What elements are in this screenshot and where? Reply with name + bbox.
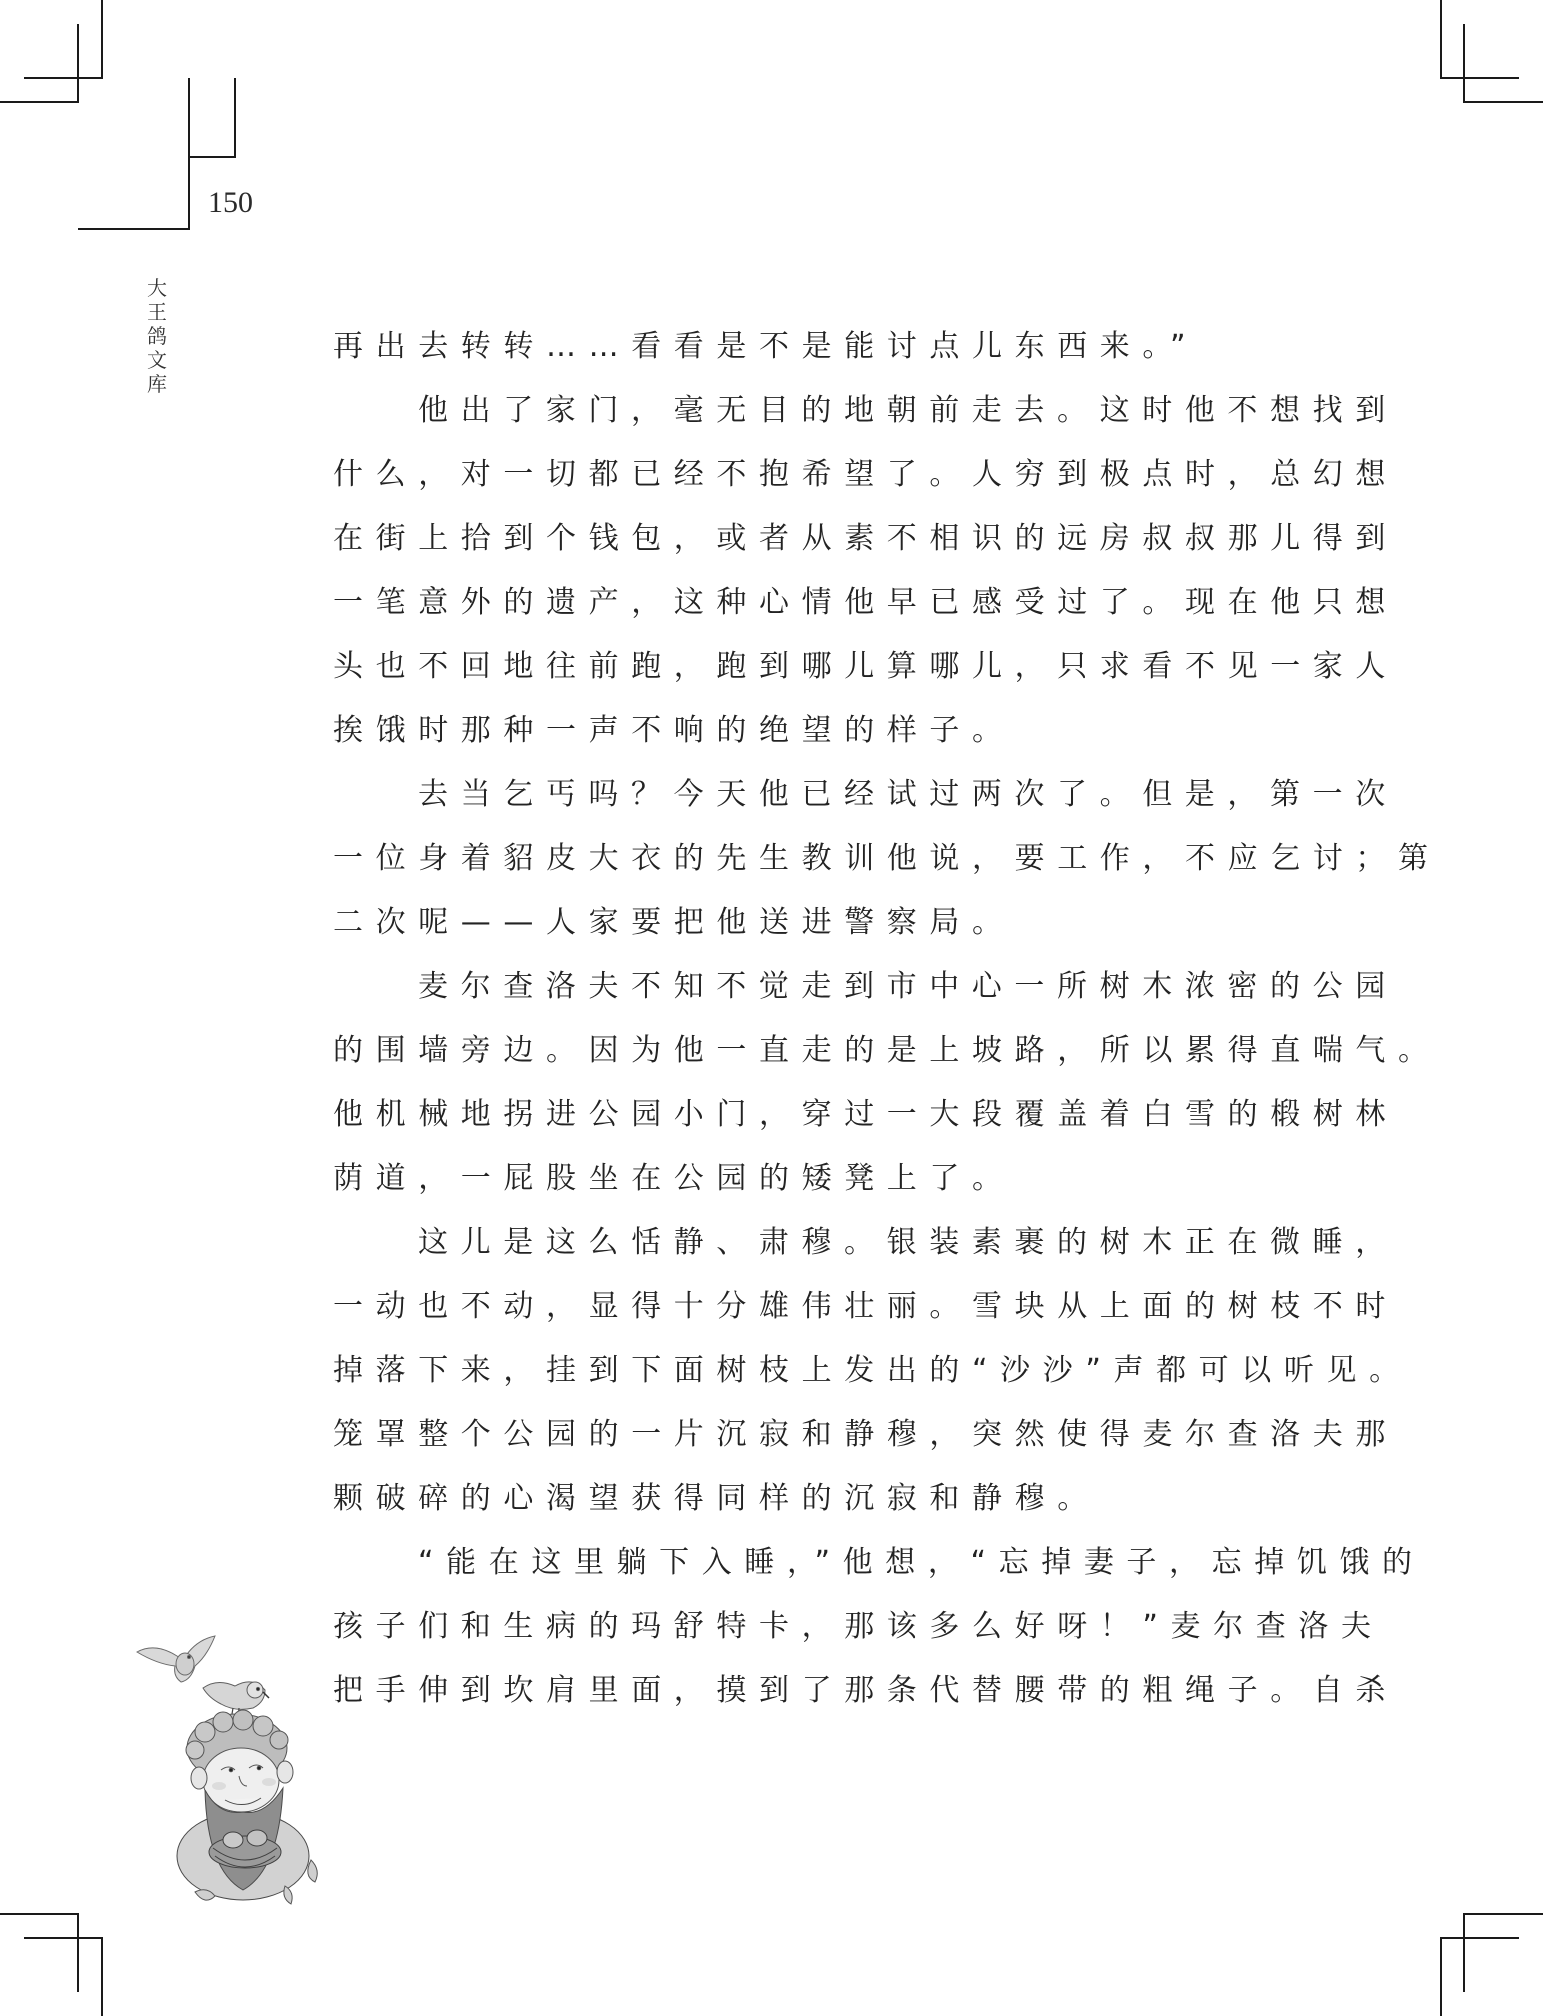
crop-mark-bottom-left — [24, 1937, 103, 1939]
series-title-char: 大 — [147, 276, 167, 300]
header-frame-line — [234, 78, 236, 158]
series-title-char: 鸽 — [147, 324, 167, 348]
crop-mark-bottom-left — [77, 1913, 79, 1992]
series-title-char: 王 — [147, 300, 167, 324]
text-line: 的围墙旁边。因为他一直走的是上坡路，所以累得直喘气。 — [333, 1033, 1441, 1068]
text-line: 什么，对一切都已经不抱希望了。人穷到极点时，总幻想 — [333, 457, 1398, 492]
crop-mark-bottom-left — [101, 1937, 103, 2016]
crop-mark-bottom-right — [1463, 1913, 1543, 1915]
text-line: 去当乞丐吗？今天他已经试过两次了。但是，第一次 — [418, 777, 1398, 812]
crop-mark-top-right — [1463, 24, 1465, 103]
crop-mark-top-right — [1440, 0, 1442, 79]
crop-mark-bottom-left — [0, 1913, 79, 1915]
series-title-char: 文 — [147, 348, 167, 372]
text-line: 一位身着貂皮大衣的先生教训他说，要工作，不应乞讨；第 — [333, 841, 1441, 876]
text-line: 麦尔查洛夫不知不觉走到市中心一所树木浓密的公园 — [418, 969, 1398, 1004]
text-line: 这儿是这么恬静、肃穆。银装素裹的树木正在微睡， — [418, 1225, 1398, 1260]
header-frame-line — [188, 156, 236, 158]
text-line: 把手伸到坎肩里面，摸到了那条代替腰带的粗绳子。自杀 — [333, 1673, 1398, 1708]
series-title-char: 库 — [147, 372, 167, 396]
series-title-vertical — [146, 276, 168, 396]
text-line: 笼罩整个公园的一片沉寂和静穆，突然使得麦尔查洛夫那 — [333, 1417, 1398, 1452]
text-line: 颗破碎的心渴望获得同样的沉寂和静穆。 — [333, 1481, 1100, 1516]
text-line: 一笔意外的遗产，这种心情他早已感受过了。现在他只想 — [333, 585, 1398, 620]
text-line: 再出去转转……看看是不是能讨点儿东西来。” — [333, 329, 1199, 364]
crop-mark-top-right — [1463, 101, 1543, 103]
page-number: 150 — [208, 186, 253, 219]
text-line: 荫道，一屁股坐在公园的矮凳上了。 — [333, 1161, 1015, 1196]
text-line: “能在这里躺下入睡，”他想，“忘掉妻子，忘掉饥饿的 — [418, 1545, 1425, 1580]
text-line: 他机械地拐进公园小门，穿过一大段覆盖着白雪的椴树林 — [333, 1097, 1398, 1132]
bearded-man-with-birds-illustration — [125, 1620, 335, 1910]
crop-mark-bottom-right — [1440, 1937, 1442, 2016]
text-line: 他出了家门，毫无目的地朝前走去。这时他不想找到 — [418, 393, 1398, 428]
flying-bird-icon — [137, 1636, 215, 1682]
text-line: 孩子们和生病的玛舒特卡，那该多么好呀！”麦尔查洛夫 — [333, 1609, 1384, 1644]
crop-mark-top-left — [101, 0, 103, 79]
text-line: 二次呢——人家要把他送进警察局。 — [333, 905, 1015, 940]
header-frame-line — [188, 78, 190, 230]
crop-mark-bottom-right — [1463, 1913, 1465, 1992]
crop-mark-bottom-right — [1440, 1937, 1519, 1939]
crop-mark-top-left — [24, 77, 103, 79]
text-line: 在街上拾到个钱包，或者从素不相识的远房叔叔那儿得到 — [333, 521, 1398, 556]
crop-mark-top-right — [1440, 77, 1519, 79]
text-line: 掉落下来，挂到下面树枝上发出的“沙沙”声都可以听见。 — [333, 1353, 1412, 1388]
crop-mark-top-left — [0, 101, 79, 103]
text-line: 挨饿时那种一声不响的绝望的样子。 — [333, 713, 1015, 748]
crop-mark-top-left — [77, 24, 79, 103]
header-frame-line — [78, 228, 190, 230]
text-line: 一动也不动，显得十分雄伟壮丽。雪块从上面的树枝不时 — [333, 1289, 1398, 1324]
text-line: 头也不回地往前跑，跑到哪儿算哪儿，只求看不见一家人 — [333, 649, 1398, 684]
